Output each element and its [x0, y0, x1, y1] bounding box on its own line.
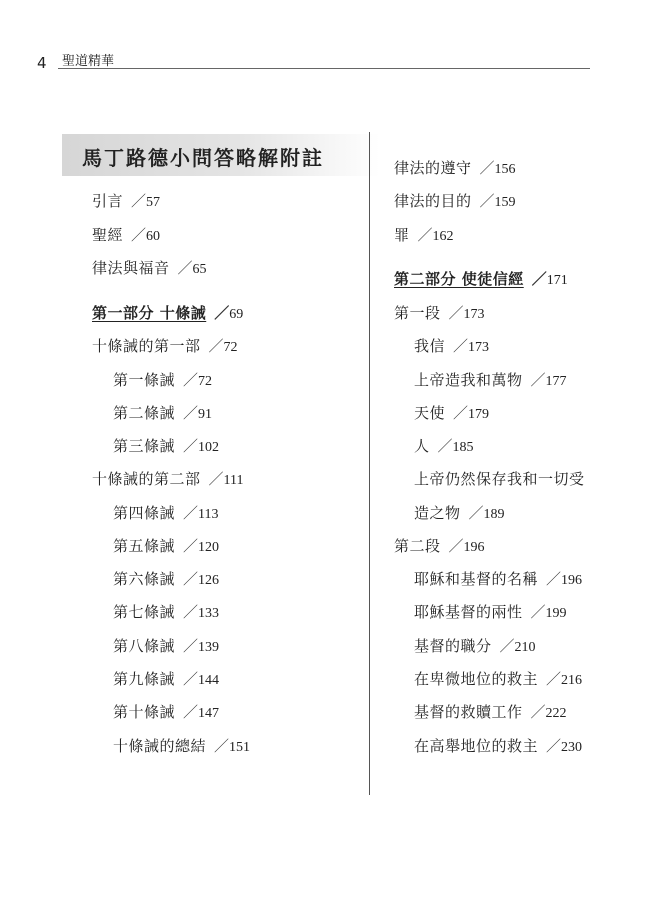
toc-entry-label: 基督的救贖工作 [414, 703, 523, 721]
toc-entry-page: 69 [229, 307, 244, 322]
toc-entry-label: 第一條誡 [113, 371, 176, 389]
toc-entry-separator: ／ [183, 637, 199, 655]
toc-entry [414, 402, 489, 423]
toc-entry-label: 上帝造我和萬物 [414, 371, 523, 389]
toc-entry-separator: ／ [546, 737, 562, 755]
toc-entry-separator: ／ [208, 470, 224, 488]
toc-entry-page: 216 [561, 673, 583, 688]
toc-entry-separator: ／ [208, 337, 224, 355]
toc-entry-separator: ／ [177, 259, 193, 277]
running-title: 聖道精華 [62, 54, 115, 69]
toc-entry-label: 第七條誡 [113, 603, 176, 621]
toc-entry-label: 在卑微地位的救主 [414, 670, 539, 688]
toc-entry-page: 162 [432, 229, 454, 244]
toc-entry-label: 第二部分 使徒信經 [394, 270, 524, 288]
toc-entry-separator: ／ [183, 504, 199, 522]
toc-entry [414, 701, 567, 722]
toc-entry [92, 257, 207, 278]
toc-entry-separator: ／ [479, 192, 495, 210]
toc-entry-separator: ／ [479, 159, 495, 177]
toc-entry-label: 上帝仍然保存我和一切受 [414, 470, 585, 488]
toc-entry-label: 十條誡的第一部 [92, 337, 201, 355]
toc-entry-page: 111 [223, 473, 244, 488]
toc-entry-separator: ／ [183, 570, 199, 588]
toc-entry-page: 144 [198, 673, 220, 688]
toc-entry-separator: ／ [453, 337, 469, 355]
toc-entry-label: 律法與福音 [92, 259, 170, 277]
toc-entry [113, 369, 212, 390]
toc-entry-label: 造之物 [414, 504, 461, 522]
toc-entry-page: 177 [545, 374, 567, 389]
toc-entry-separator: ／ [546, 670, 562, 688]
toc-entry-label: 第六條誡 [113, 570, 176, 588]
toc-entry-label: 我信 [414, 337, 446, 355]
toc-part-heading [92, 302, 243, 323]
toc-entry-page: 179 [468, 407, 490, 422]
toc-entry-separator: ／ [183, 603, 199, 621]
toc-entry-label: 第二條誡 [113, 404, 176, 422]
toc-entry [92, 468, 244, 489]
toc-entry-separator: ／ [183, 703, 199, 721]
toc-entry-label: 耶穌基督的兩性 [414, 603, 523, 621]
toc-entry-separator: ／ [499, 637, 515, 655]
toc-entry-label: 十條誡的第二部 [92, 470, 201, 488]
toc-entry [414, 568, 582, 589]
toc-entry-page: 113 [198, 507, 219, 522]
page-number: 4 [37, 54, 47, 72]
toc-entry-page: 196 [463, 540, 485, 555]
toc-entry-label: 第三條誡 [113, 437, 176, 455]
toc-entry-label: 第八條誡 [113, 637, 176, 655]
toc-entry-label: 十條誡的總結 [113, 737, 207, 755]
toc-entry [394, 302, 485, 323]
toc-entry-page: 222 [545, 706, 567, 721]
toc-entry-label: 第一部分 十條誡 [92, 304, 207, 322]
toc-entry-page: 72 [223, 340, 238, 355]
toc-entry [113, 435, 219, 456]
toc-entry-page: 151 [229, 740, 251, 755]
toc-entry-page: 196 [561, 573, 583, 588]
toc-entry-page: 139 [198, 640, 220, 655]
toc-entry-separator: ／ [530, 703, 546, 721]
toc-entry-separator: ／ [183, 537, 199, 555]
toc-entry-label: 耶穌和基督的名稱 [414, 570, 539, 588]
toc-entry-page: 156 [494, 162, 516, 177]
toc-entry-label: 引言 [92, 192, 124, 210]
toc-entry-separator: ／ [531, 270, 547, 288]
toc-entry-label: 罪 [394, 226, 410, 244]
toc-entry [414, 601, 567, 622]
toc-entry-page: 133 [198, 606, 220, 621]
book-title: 馬丁路德小問答略解附註 [82, 146, 324, 170]
toc-entry-label: 第九條誡 [113, 670, 176, 688]
toc-entry-label: 聖經 [92, 226, 124, 244]
toc-entry-separator: ／ [453, 404, 469, 422]
toc-entry-page: 91 [198, 407, 213, 422]
toc-entry [414, 335, 489, 356]
toc-entry-page: 230 [561, 740, 583, 755]
toc-entry [113, 402, 212, 423]
toc-entry-label: 律法的遵守 [394, 159, 472, 177]
toc-entry-separator: ／ [417, 226, 433, 244]
toc-entry [414, 635, 536, 656]
toc-entry-label: 基督的職分 [414, 637, 492, 655]
toc-entry [92, 335, 238, 356]
toc-entry-separator: ／ [214, 737, 230, 755]
toc-entry [113, 568, 219, 589]
toc-entry-page: 72 [198, 374, 213, 389]
toc-entry-page: 173 [468, 340, 490, 355]
toc-entry-page: 126 [198, 573, 220, 588]
toc-entry [394, 157, 516, 178]
toc-entry-label: 第一段 [394, 304, 441, 322]
toc-entry-label: 第二段 [394, 537, 441, 555]
toc-entry [414, 468, 585, 489]
toc-entry [414, 435, 474, 456]
toc-entry-page: 189 [483, 507, 505, 522]
toc-entry-separator: ／ [546, 570, 562, 588]
toc-entry-page: 171 [546, 273, 568, 288]
toc-entry-label: 第五條誡 [113, 537, 176, 555]
header-rule [58, 68, 590, 69]
toc-entry-page: 65 [192, 262, 207, 277]
toc-entry [113, 635, 219, 656]
toc-entry-page: 159 [494, 195, 516, 210]
toc-entry-separator: ／ [530, 603, 546, 621]
toc-entry-separator: ／ [530, 371, 546, 389]
toc-entry-page: 210 [514, 640, 536, 655]
toc-entry-page: 147 [198, 706, 220, 721]
toc-entry-separator: ／ [214, 304, 230, 322]
toc-entry-page: 173 [463, 307, 485, 322]
toc-entry [113, 701, 219, 722]
toc-entry-page: 199 [545, 606, 567, 621]
toc-entry-separator: ／ [183, 670, 199, 688]
toc-part-heading [394, 268, 568, 289]
toc-entry [113, 535, 219, 556]
toc-entry-separator: ／ [131, 192, 147, 210]
column-divider [369, 132, 370, 795]
toc-entry-label: 律法的目的 [394, 192, 472, 210]
toc-entry [414, 369, 567, 390]
toc-entry [113, 735, 250, 756]
toc-entry [92, 224, 160, 245]
toc-entry-page: 60 [146, 229, 161, 244]
toc-entry-separator: ／ [437, 437, 453, 455]
toc-entry-label: 人 [414, 437, 430, 455]
toc-entry [394, 224, 454, 245]
toc-entry [414, 502, 505, 523]
toc-entry-page: 102 [198, 440, 220, 455]
toc-entry [92, 190, 160, 211]
toc-entry [113, 502, 219, 523]
toc-entry-separator: ／ [183, 404, 199, 422]
toc-entry [394, 190, 516, 211]
toc-entry-separator: ／ [468, 504, 484, 522]
toc-entry-label: 天使 [414, 404, 446, 422]
toc-entry-label: 第四條誡 [113, 504, 176, 522]
toc-entry-separator: ／ [183, 437, 199, 455]
toc-entry [394, 535, 485, 556]
toc-entry-label: 在高舉地位的救主 [414, 737, 539, 755]
toc-entry-label: 第十條誡 [113, 703, 176, 721]
toc-entry-separator: ／ [183, 371, 199, 389]
toc-entry [113, 668, 219, 689]
toc-entry [414, 668, 582, 689]
toc-entry-page: 120 [198, 540, 220, 555]
toc-entry-page: 57 [146, 195, 161, 210]
toc-entry-separator: ／ [448, 304, 464, 322]
toc-entry-page: 185 [452, 440, 474, 455]
toc-entry [414, 735, 582, 756]
toc-entry-separator: ／ [448, 537, 464, 555]
toc-entry [113, 601, 219, 622]
toc-entry-separator: ／ [131, 226, 147, 244]
